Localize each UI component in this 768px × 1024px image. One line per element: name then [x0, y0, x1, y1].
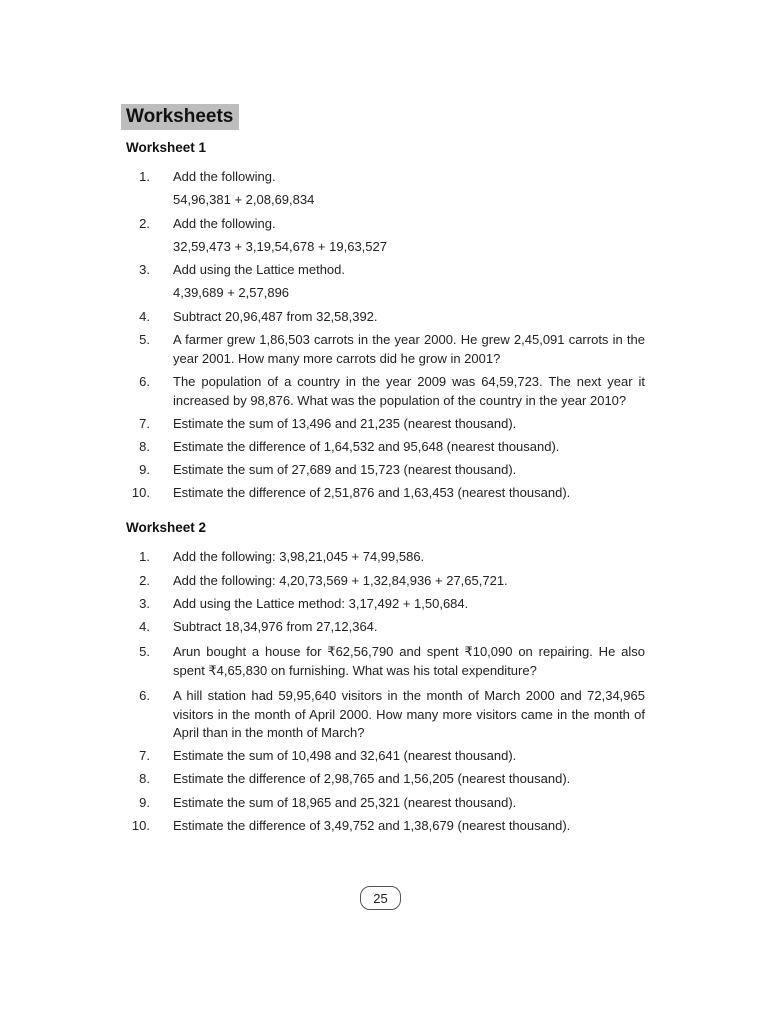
question-text: Arun bought a house for ₹62,56,790 and spent ₹10,090 on repairing. He also spent ₹4,65,830 on furnishing. What was his total expenditure? — [173, 644, 645, 678]
question-text: A hill station had 59,95,640 visitors in the month of March 2000 and 72,34,965 visitors in the month of April 2000. How many more visitors came in the month of April than in the month of March? — [173, 688, 645, 740]
question-text: Add the following: 3,98,21,045 + 74,99,586. — [173, 549, 425, 564]
question-number: 5. — [139, 332, 150, 347]
question-number: 9. — [139, 462, 150, 477]
question-text: Estimate the difference of 1,64,532 and 95,648 (nearest thousand). — [173, 439, 560, 454]
question-number: 1. — [139, 169, 150, 184]
question-expression: 32,59,473 + 3,19,54,678 + 19,63,527 — [173, 239, 387, 254]
question-text: Estimate the difference of 2,98,765 and 1,56,205 (nearest thousand). — [173, 771, 571, 786]
question-number: 8. — [139, 771, 150, 786]
worksheet-2-heading: Worksheet 2 — [126, 520, 207, 535]
question-number: 5. — [139, 644, 150, 659]
question-text: Subtract 18,34,976 from 27,12,364. — [173, 619, 378, 634]
question-text: Add the following: 4,20,73,569 + 1,32,84,936 + 27,65,721. — [173, 573, 508, 588]
question-text: Estimate the sum of 18,965 and 25,321 (nearest thousand). — [173, 795, 517, 810]
question-number: 10. — [131, 485, 150, 500]
question-number: 7. — [139, 748, 150, 763]
worksheet-1-heading: Worksheet 1 — [126, 140, 207, 155]
question-text: Estimate the sum of 10,498 and 32,641 (nearest thousand). — [173, 748, 517, 763]
question-text: Estimate the sum of 13,496 and 21,235 (nearest thousand). — [173, 416, 517, 431]
question-text: Subtract 20,96,487 from 32,58,392. — [173, 309, 378, 324]
question-number: 8. — [139, 439, 150, 454]
question-number: 2. — [139, 216, 150, 231]
question-number: 10. — [131, 818, 150, 833]
question-number: 7. — [139, 416, 150, 431]
question-text: Add using the Lattice method: 3,17,492 + 1,50,684. — [173, 596, 469, 611]
question-text: Estimate the difference of 2,51,876 and 1,63,453 (nearest thousand). — [173, 485, 571, 500]
question-number: 3. — [139, 596, 150, 611]
question-number: 4. — [139, 619, 150, 634]
question-text: Estimate the difference of 3,49,752 and 1,38,679 (nearest thousand). — [173, 818, 571, 833]
question-text: Add the following. — [173, 216, 276, 231]
question-number: 1. — [139, 549, 150, 564]
page-number-badge: 25 — [360, 886, 401, 910]
question-number: 2. — [139, 573, 150, 588]
question-number: 6. — [139, 374, 150, 389]
question-number: 9. — [139, 795, 150, 810]
page-title: Worksheets — [121, 104, 239, 130]
question-text: The population of a country in the year 2009 was 64,59,723. The next year it increased by 98,876. What was the population of the country in the year 2010? — [173, 374, 645, 408]
question-number: 4. — [139, 309, 150, 324]
question-number: 3. — [139, 262, 150, 277]
question-text: Estimate the sum of 27,689 and 15,723 (nearest thousand). — [173, 462, 517, 477]
question-text: Add the following. — [173, 169, 276, 184]
question-text: Add using the Lattice method. — [173, 262, 346, 277]
question-expression: 4,39,689 + 2,57,896 — [173, 285, 290, 300]
question-number: 6. — [139, 688, 150, 703]
question-text: A farmer grew 1,86,503 carrots in the year 2000. He grew 2,45,091 carrots in the year 2001. How many more carrots did he grow in 2001? — [173, 332, 645, 366]
question-expression: 54,96,381 + 2,08,69,834 — [173, 192, 315, 207]
